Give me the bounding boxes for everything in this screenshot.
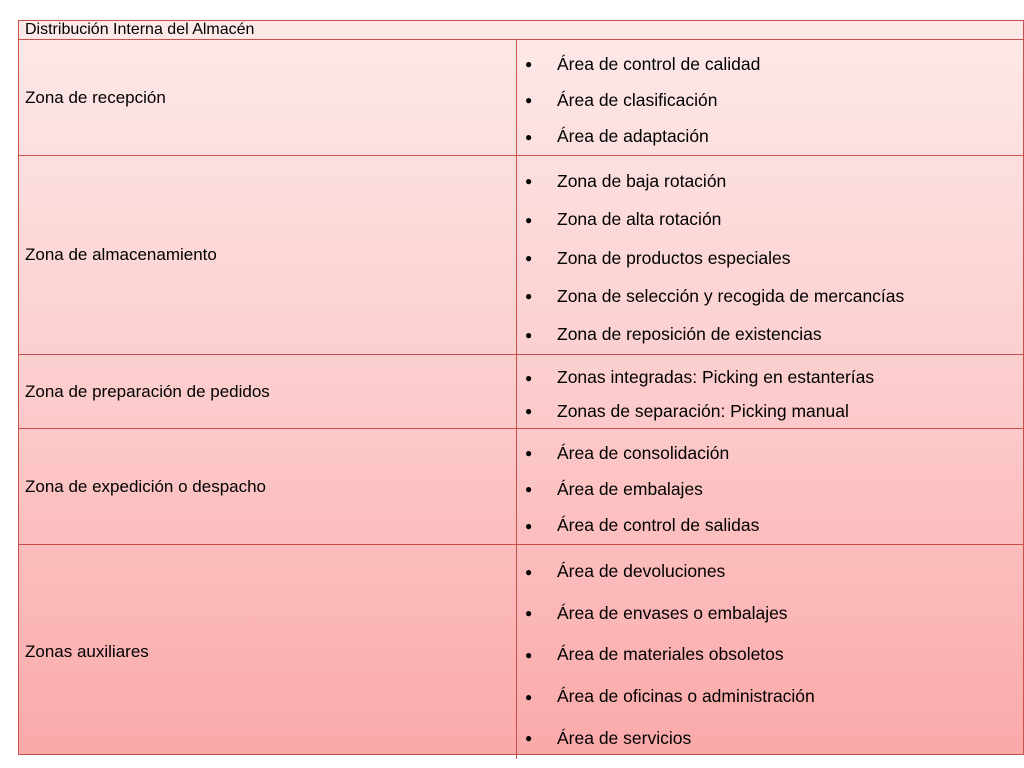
bullet-dot-icon: ●	[525, 404, 533, 419]
list-item: ● Zona de productos especiales	[517, 239, 1023, 277]
table-row-auxiliares	[19, 544, 1023, 759]
bullet-dot-icon: ●	[525, 251, 533, 266]
zone-label: Zona de preparación de pedidos	[19, 355, 517, 428]
list-item: ● Área de envases o embalajes	[517, 593, 1023, 635]
list-item: ● Área de clasificación	[517, 82, 1023, 118]
list-item: ● Área de oficinas o administración	[517, 676, 1023, 718]
list-item: ● Zona de alta rotación	[517, 200, 1023, 238]
list-item: ● Área de adaptación	[517, 119, 1023, 155]
list-item: ● Área de control de calidad	[517, 46, 1023, 82]
bullet-dot-icon: ●	[525, 93, 533, 108]
bullet-dot-icon: ●	[525, 289, 533, 304]
bullet-dot-icon: ●	[525, 482, 533, 497]
bullet-dot-icon: ●	[525, 129, 533, 144]
bullet-dot-icon: ●	[525, 689, 533, 704]
list-item: ● Zona de selección y recogida de mercancías	[517, 277, 1023, 315]
list-item: ● Zona de baja rotación	[517, 162, 1023, 200]
list-item: ● Área de control de salidas	[517, 508, 1023, 544]
bullet-dot-icon: ●	[525, 564, 533, 579]
table-row-expedicion	[19, 428, 1023, 544]
bullet-dot-icon: ●	[525, 174, 533, 189]
bullet-dot-icon: ●	[525, 518, 533, 533]
zone-items	[517, 429, 1023, 544]
zone-items	[517, 40, 1023, 155]
table-row-recepcion	[19, 39, 1023, 155]
list-item: ● Zonas integradas: Picking en estanterías	[517, 361, 1023, 395]
zone-label: Zona de expedición o despacho	[19, 429, 517, 544]
table-title: Distribución Interna del Almacén	[25, 21, 255, 38]
list-item: ● Área de consolidación	[517, 435, 1023, 471]
zone-label: Zona de recepción	[19, 40, 517, 155]
bullet-dot-icon: ●	[525, 446, 533, 461]
list-item: ● Zona de reposición de existencias	[517, 316, 1023, 354]
bullet-dot-icon: ●	[525, 647, 533, 662]
bullet-dot-icon: ●	[525, 212, 533, 227]
zone-label: Zonas auxiliares	[19, 545, 517, 759]
list-item: ● Área de devoluciones	[517, 551, 1023, 593]
bullet-dot-icon: ●	[525, 606, 533, 621]
list-item: ● Área de materiales obsoletos	[517, 634, 1023, 676]
table-row-preparacion	[19, 354, 1023, 428]
zone-items	[517, 156, 1023, 354]
zone-label: Zona de almacenamiento	[19, 156, 517, 354]
warehouse-distribution-table	[18, 20, 1024, 755]
bullet-dot-icon: ●	[525, 327, 533, 342]
bullet-dot-icon: ●	[525, 370, 533, 385]
list-item: ● Área de embalajes	[517, 471, 1023, 507]
list-item: ● Área de servicios	[517, 717, 1023, 759]
list-item: ● Zonas de separación: Picking manual	[517, 395, 1023, 429]
table-row-almacenamiento	[19, 155, 1023, 354]
table-header-row	[19, 21, 1023, 39]
zone-items	[517, 355, 1023, 428]
bullet-dot-icon: ●	[525, 57, 533, 72]
zone-items	[517, 545, 1023, 759]
bullet-dot-icon: ●	[525, 731, 533, 746]
